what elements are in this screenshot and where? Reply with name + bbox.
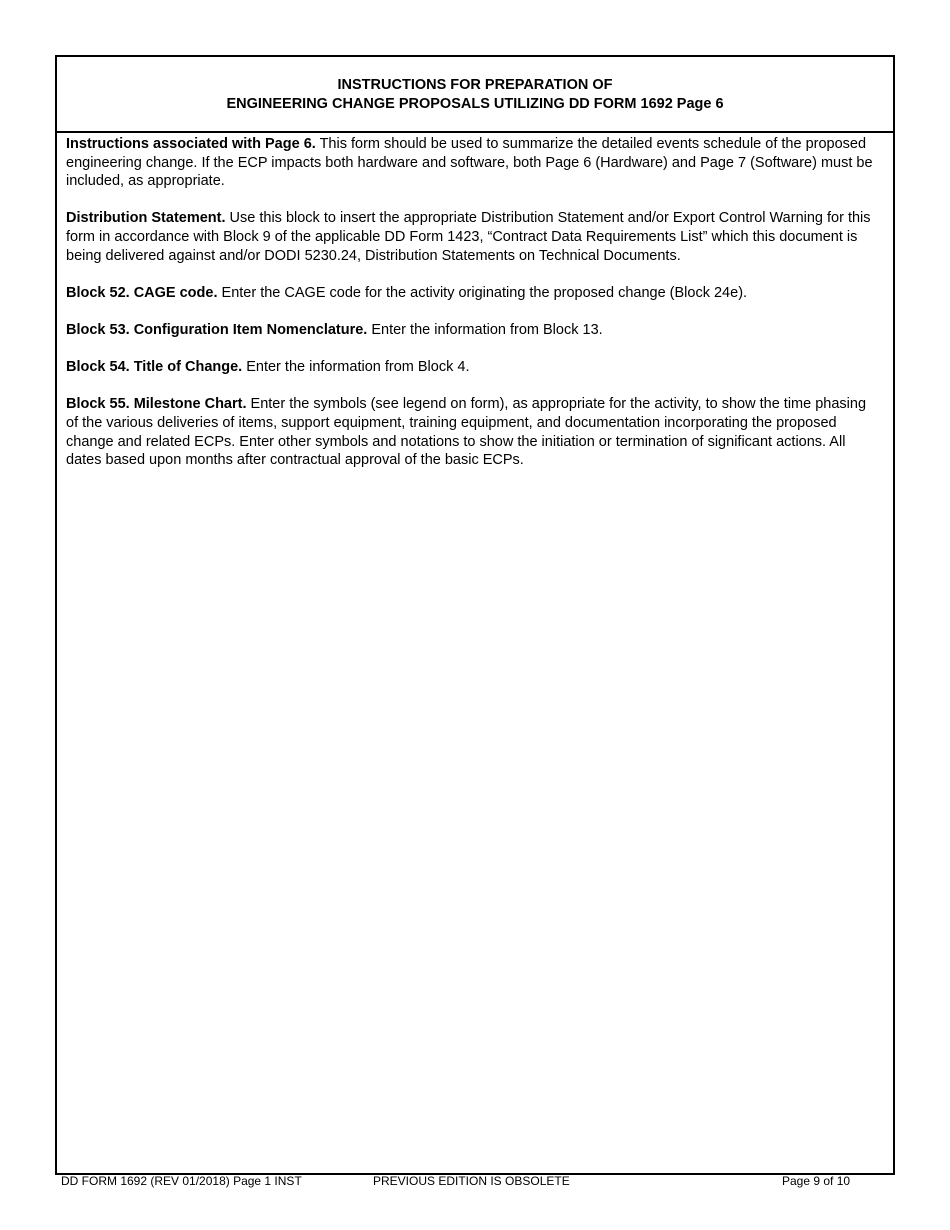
section-text: Enter the information from Block 13. bbox=[367, 321, 603, 338]
section-text: Enter the information from Block 4. bbox=[242, 359, 470, 376]
section-heading: Block 53. Configuration Item Nomenclature. bbox=[66, 321, 368, 338]
section-block-54 bbox=[66, 358, 878, 377]
section-text: Enter the symbols (see legend on form), as appropriate for the activity, to show the time phasing of the various deliveries of items, support equipment, training equipment, and documentation incorporating the proposed change and related ECPs. Enter other symbols and notations to show the initiation or termination of significant actions. All dates based upon months after contractual approval of the basic ECPs. bbox=[66, 396, 867, 469]
section-heading: Block 54. Title of Change. bbox=[66, 359, 243, 376]
section-text: Use this block to insert the appropriate Distribution Statement and/or Export Control Warning for this form in accordance with Block 9 of the applicable DD Form 1423, “Contract Data Requirements List” which this document is being delivered against and/or DODI 5230.24, Distribution Statements on Technical Documents. bbox=[66, 210, 871, 264]
instructions-body bbox=[66, 135, 878, 488]
section-page6-instructions bbox=[66, 135, 878, 191]
section-heading: Block 52. CAGE code. bbox=[66, 284, 218, 301]
section-block-52 bbox=[66, 284, 878, 303]
section-block-55 bbox=[66, 395, 878, 469]
footer-edition-note: PREVIOUS EDITION IS OBSOLETE bbox=[373, 1174, 570, 1188]
form-frame bbox=[55, 55, 895, 1175]
footer-form-id: DD FORM 1692 (REV 01/2018) Page 1 INST bbox=[61, 1174, 302, 1188]
page-title-line-1: INSTRUCTIONS FOR PREPARATION OF bbox=[337, 77, 613, 93]
section-heading: Distribution Statement. bbox=[66, 210, 226, 227]
section-heading: Block 55. Milestone Chart. bbox=[66, 396, 247, 413]
section-block-53 bbox=[66, 321, 878, 340]
section-heading: Instructions associated with Page 6. bbox=[66, 136, 316, 152]
page-title-line-2: ENGINEERING CHANGE PROPOSALS UTILIZING DD FORM 1692 Page 6 bbox=[226, 96, 724, 112]
footer-page-number: Page 9 of 10 bbox=[782, 1174, 851, 1188]
section-distribution-statement bbox=[66, 209, 878, 265]
title-block bbox=[57, 57, 893, 133]
section-text: Enter the CAGE code for the activity originating the proposed change (Block 24e). bbox=[217, 284, 748, 301]
section-text: This form should be used to summarize the detailed events schedule of the proposed engineering change. If the ECP impacts both hardware and software, both Page 6 (Hardware) and Page 7 (Software) must be included, as appropriate. bbox=[66, 136, 873, 190]
